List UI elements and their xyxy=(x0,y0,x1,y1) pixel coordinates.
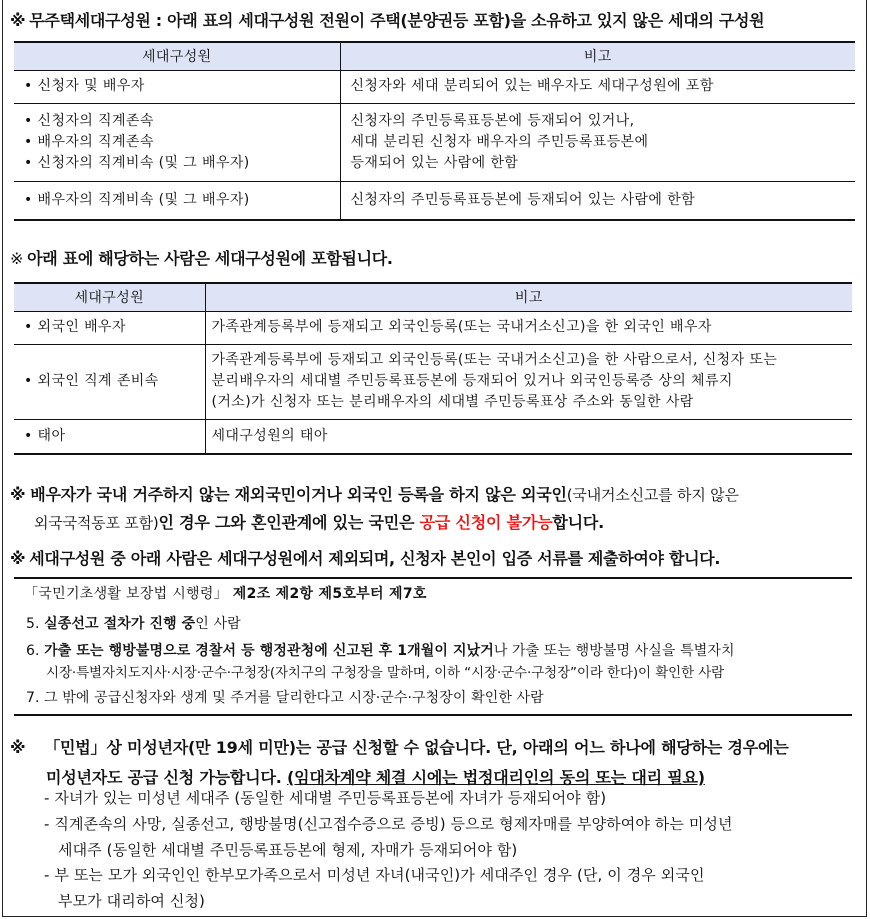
minor-exception-3: - 부 또는 모가 외국인인 한부모가족으로서 미성년 자녀(내국인)가 세대주인 경우 (단, 이 경우 외국인 부모가 대리하여 신청) xyxy=(44,866,705,910)
section1-heading: ※ 무주택세대구성원 : 아래 표의 세대구성원 전원이 주택(분양권등 포함)을 소유하고 있지 않은 세대의 구성원 xyxy=(10,11,765,30)
table-row: • 외국인 배우자 가족관계등록부에 등재되고 외국인등록(또는 국내거소신고)을 한 외국인 배우자 xyxy=(14,311,852,344)
household-members-table xyxy=(14,41,855,221)
reference-mark-icon: ※ xyxy=(10,11,26,30)
divider xyxy=(14,577,852,579)
minor-notice: ※ 「민법」상 미성년자(만 19세 미만)는 공급 신청할 수 없습니다. 단, 아래의 어느 하나에 해당하는 경우에는 미성년자도 공급 신청 가능합니다. (임대차계약 체결 시에는 법정대리인의 동의 또는 대리 필요) xyxy=(10,738,789,787)
table-row: • 태아 세대구성원의 태아 xyxy=(14,419,852,454)
table-row: • 외국인 직계 존비속 가족관계등록부에 등재되고 외국인등록(또는 국내거소신고)을 한 사람으로서, 신청자 또는 분리배우자의 세대별 주민등록표등본에 등재되어 있거나 외국인등록증 상의 체류지 (거소)가 신청자 또는 분리배우자의 세대별 주민등록표상 주소와 동일한 사람 xyxy=(14,344,852,419)
reference-mark-icon: ※ xyxy=(10,738,26,757)
divider xyxy=(14,714,852,716)
exclusion-item-6: 6. 가출 또는 행방불명으로 경찰서 등 행정관청에 신고된 후 1개월이 지났거나 가출 또는 행방불명 사실을 특별자치 시장·특별자치도지사·시장·군수·구청장(자치구의 구청장을 말하며, 이하 “시장·군수·구청장”이라 한다)이 확인한 사람 xyxy=(26,643,735,681)
reference-mark-icon: ※ xyxy=(10,485,26,504)
legal-guardian-note: (임대차계약 체결 시에는 법정대리인의 동의 또는 대리 필요) xyxy=(286,768,705,787)
column-header-members: 세대구성원 xyxy=(14,283,205,311)
exclusion-item-7: 7. 그 밖에 공급신청자와 생계 및 주거를 달리한다고 시장·군수·구청장이 확인한 사람 xyxy=(26,690,544,706)
exclusion-item-5: 5. 실종선고 절차가 진행 중인 사람 xyxy=(26,616,241,632)
ineligible-highlight: 공급 신청이 불가능 xyxy=(419,513,553,532)
table-row: • 배우자의 직계비속 (및 그 배우자) 신청자의 주민등록표등본에 등재되어 있는 사람에 한함 xyxy=(14,181,855,220)
included-members-table xyxy=(14,282,852,455)
reference-mark-icon: ※ xyxy=(10,249,24,268)
column-header-members: 세대구성원 xyxy=(14,42,340,70)
section4-heading: ※ 세대구성원 중 아래 사람은 세대구성원에서 제외되며, 신청자 본인이 입증 서류를 제출하여야 합니다. xyxy=(10,549,721,568)
column-header-note: 비고 xyxy=(205,283,852,311)
table-row: • 신청자 및 배우자 신청자와 세대 분리되어 있는 배우자도 세대구성원에 포함 xyxy=(14,70,855,103)
minor-exception-2: - 직계존속의 사망, 실종선고, 행방불명(신고접수증으로 증빙) 등으로 형제자매를 부양하여야 하는 미성년 세대주 (동일한 세대별 주민등록표등본에 형제, 자매가 등재되어야 함) xyxy=(44,815,733,859)
column-header-note: 비고 xyxy=(340,42,855,70)
table-row: • 신청자의 직계존속 • 배우자의 직계존속 • 신청자의 직계비속 (및 그 배우자) 신청자의 주민등록표등본에 등재되어 있거나, 세대 분리된 신청자 배우자의 주민등록표등본에 등재되어 있는 사람에 한함 xyxy=(14,103,855,181)
minor-exception-1: - 자녀가 있는 미성년 세대주 (동일한 세대별 주민등록표등본에 자녀가 등재되어야 함) xyxy=(44,789,607,807)
reference-mark-icon: ※ xyxy=(10,549,26,568)
section2-heading: ※ 아래 표에 해당하는 사람은 세대구성원에 포함됩니다. xyxy=(10,249,393,268)
spouse-notice: ※ 배우자가 국내 거주하지 않는 재외국민이거나 외국인 등록을 하지 않은 외국인(국내거소신고를 하지 않은 외국국적동포 포함)인 경우 그와 혼인관계에 있는 국민은 공급 신청이 불가능합니다. xyxy=(10,485,739,532)
law-reference: 「국민기초생활 보장법 시행령」 제2조 제2항 제5호부터 제7호 xyxy=(24,586,427,602)
